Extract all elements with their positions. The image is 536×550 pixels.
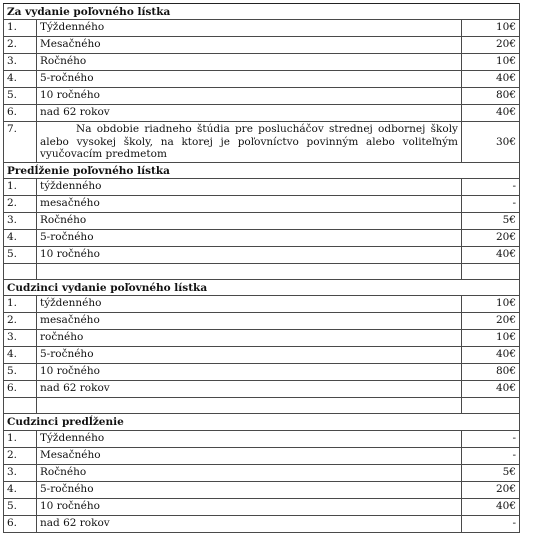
row-number: 6.	[4, 105, 37, 122]
table-row	[4, 498, 520, 515]
row-number: 6.	[4, 515, 37, 532]
row-fee: 20€	[462, 37, 520, 54]
row-label: 5-ročného	[37, 347, 462, 364]
row-label: Mesačného	[37, 37, 462, 54]
row-fee: 10€	[462, 296, 520, 313]
table-row	[4, 464, 520, 481]
spacer-row	[4, 263, 520, 279]
row-number: 4.	[4, 347, 37, 364]
table-row	[4, 54, 520, 71]
row-label: Ročného	[37, 212, 462, 229]
table-row	[4, 515, 520, 532]
row-number: 5.	[4, 498, 37, 515]
row-number: 1.	[4, 20, 37, 37]
table-row	[4, 212, 520, 229]
row-number: 1.	[4, 296, 37, 313]
table-row	[4, 246, 520, 263]
row-number: 2.	[4, 195, 37, 212]
row-fee: 40€	[462, 347, 520, 364]
section-title: Predĺženie poľovného lístka	[4, 162, 520, 178]
spacer-cell	[37, 263, 462, 279]
row-number: 3.	[4, 54, 37, 71]
row-fee: 40€	[462, 71, 520, 88]
row-label: 10 ročného	[37, 246, 462, 263]
row-label: Týždenného	[37, 20, 462, 37]
row-fee: 30€	[462, 122, 520, 162]
row-number: 2.	[4, 313, 37, 330]
row-label: nad 62 rokov	[37, 381, 462, 398]
row-number: 3.	[4, 212, 37, 229]
row-number: 5.	[4, 88, 37, 105]
row-fee: 20€	[462, 481, 520, 498]
row-label: týždenného	[37, 178, 462, 195]
spacer-cell	[4, 263, 37, 279]
spacer-cell	[462, 398, 520, 414]
spacer-cell	[4, 398, 37, 414]
row-label: ročného	[37, 330, 462, 347]
section-title: Cudzinci vydanie poľovného lístka	[4, 279, 520, 295]
section-header	[4, 414, 520, 430]
row-label: Ročného	[37, 54, 462, 71]
table-row	[4, 347, 520, 364]
row-fee: 40€	[462, 498, 520, 515]
row-fee: 20€	[462, 313, 520, 330]
row-label: 10 ročného	[37, 364, 462, 381]
row-number: 4.	[4, 481, 37, 498]
table-row	[4, 381, 520, 398]
row-label: Na obdobie riadneho štúdia pre poslucháčov strednej odbornej školy alebo vysokej školy, na ktorej je poľovníctvo povinným alebo voliteľným vyučovacím predmetom	[37, 122, 462, 162]
row-fee: 10€	[462, 54, 520, 71]
section-header	[4, 162, 520, 178]
table-row	[4, 481, 520, 498]
spacer-cell	[37, 398, 462, 414]
row-fee: 5€	[462, 464, 520, 481]
row-label: Týždenného	[37, 430, 462, 447]
table-row	[4, 195, 520, 212]
row-fee: 5€	[462, 212, 520, 229]
row-fee: -	[462, 195, 520, 212]
row-fee: 20€	[462, 229, 520, 246]
row-fee: 80€	[462, 364, 520, 381]
spacer-row	[4, 398, 520, 414]
row-number: 3.	[4, 464, 37, 481]
row-label: mesačného	[37, 313, 462, 330]
table-row	[4, 122, 520, 162]
table-row	[4, 20, 520, 37]
row-number: 5.	[4, 246, 37, 263]
row-label: 5-ročného	[37, 71, 462, 88]
row-number: 7.	[4, 122, 37, 162]
row-number: 4.	[4, 71, 37, 88]
row-fee: 80€	[462, 88, 520, 105]
table-row	[4, 88, 520, 105]
table-row	[4, 330, 520, 347]
row-fee: 40€	[462, 381, 520, 398]
row-fee: -	[462, 515, 520, 532]
section-title: Cudzinci predĺženie	[4, 414, 520, 430]
row-label: nad 62 rokov	[37, 105, 462, 122]
row-label: nad 62 rokov	[37, 515, 462, 532]
row-number: 1.	[4, 430, 37, 447]
section-header	[4, 279, 520, 295]
row-number: 5.	[4, 364, 37, 381]
row-fee: 10€	[462, 20, 520, 37]
fee-table-body	[4, 4, 520, 533]
row-fee: 40€	[462, 246, 520, 263]
row-number: 3.	[4, 330, 37, 347]
table-row	[4, 296, 520, 313]
row-label: mesačného	[37, 195, 462, 212]
table-row	[4, 364, 520, 381]
row-fee: 40€	[462, 105, 520, 122]
row-number: 2.	[4, 447, 37, 464]
section-title: Za vydanie poľovného lístka	[4, 4, 520, 20]
fee-table	[3, 3, 520, 533]
row-number: 2.	[4, 37, 37, 54]
row-number: 4.	[4, 229, 37, 246]
table-row	[4, 447, 520, 464]
row-number: 1.	[4, 178, 37, 195]
row-label: 10 ročného	[37, 88, 462, 105]
row-label: Mesačného	[37, 447, 462, 464]
table-row	[4, 71, 520, 88]
row-number: 6.	[4, 381, 37, 398]
row-fee: -	[462, 178, 520, 195]
row-label: 5-ročného	[37, 481, 462, 498]
table-row	[4, 37, 520, 54]
table-row	[4, 313, 520, 330]
row-fee: -	[462, 430, 520, 447]
spacer-cell	[462, 263, 520, 279]
table-row	[4, 105, 520, 122]
table-row	[4, 430, 520, 447]
table-row	[4, 229, 520, 246]
row-label: týždenného	[37, 296, 462, 313]
row-label: 10 ročného	[37, 498, 462, 515]
row-label: 5-ročného	[37, 229, 462, 246]
table-row	[4, 178, 520, 195]
row-fee: 10€	[462, 330, 520, 347]
row-label: Ročného	[37, 464, 462, 481]
section-header	[4, 4, 520, 20]
row-fee: -	[462, 447, 520, 464]
